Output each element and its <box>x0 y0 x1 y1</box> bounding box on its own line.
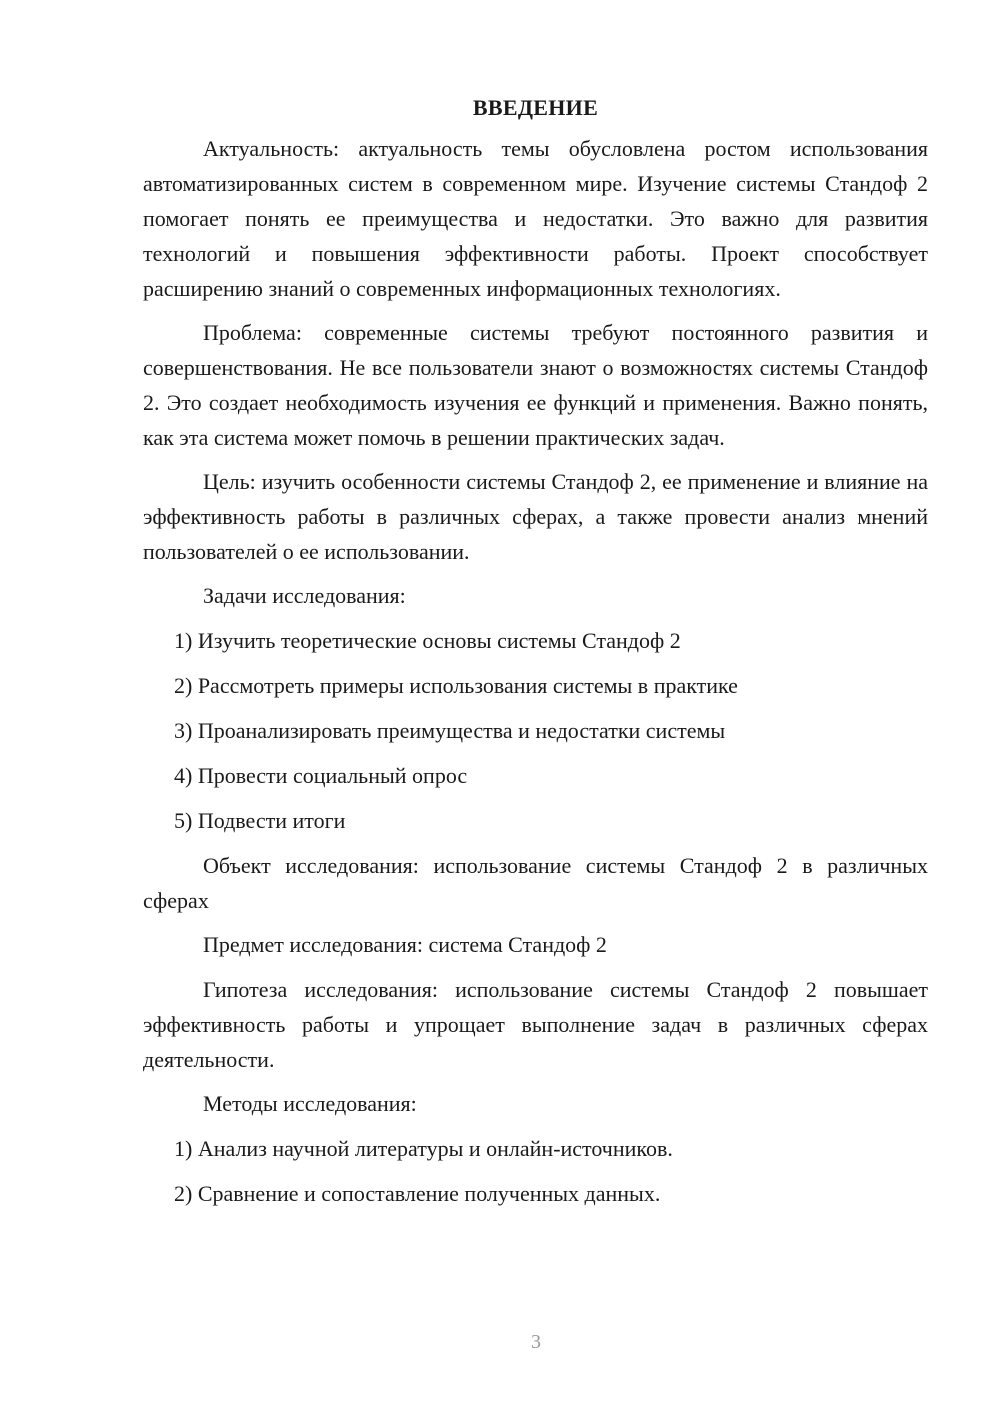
relevance-paragraph: Актуальность: актуальность темы обусловлена ростом использования автоматизированных систем в современном мире. Изучение системы Стандоф 2 помогает понять ее преимущества и недостатки. Это важно для развития технологий и повышения эффективности работы. Проект способствует расширению знаний о современных информационных технологиях. <box>143 136 928 301</box>
section-title: ВВЕДЕНИЕ <box>472 95 599 120</box>
problem-paragraph: Проблема: современные системы требуют постоянного развития и совершенствования. Не все пользователи знают о возможностях системы Стандоф 2. Это создает необходимость изучения ее функций и применения. Важно понять, как эта система может помочь в решении практических задач. <box>143 320 928 450</box>
method-item: 1) Анализ научной литературы и онлайн-источников. <box>174 1136 673 1161</box>
methods-heading: Методы исследования: <box>203 1091 417 1116</box>
task-item: 5) Подвести итоги <box>174 808 346 833</box>
document-page <box>143 90 928 1221</box>
tasks-heading: Задачи исследования: <box>203 583 406 608</box>
page-number: 3 <box>531 1331 541 1353</box>
goal-paragraph: Цель: изучить особенности системы Стандоф 2, ее применение и влияние на эффективность работы в различных сферах, а также провести анализ мнений пользователей о ее использовании. <box>143 469 928 564</box>
task-item: 2) Рассмотреть примеры использования системы в практике <box>174 673 738 698</box>
object-paragraph: Объект исследования: использование системы Стандоф 2 в различных сферах <box>143 853 928 913</box>
task-item: 4) Провести социальный опрос <box>174 763 468 788</box>
task-item: 3) Проанализировать преимущества и недостатки системы <box>174 718 726 743</box>
hypothesis-paragraph: Гипотеза исследования: использование системы Стандоф 2 повышает эффективность работы и упрощает выполнение задач в различных сферах деятельности. <box>143 977 928 1072</box>
subject-paragraph: Предмет исследования: система Стандоф 2 <box>203 932 607 957</box>
method-item: 2) Сравнение и сопоставление полученных данных. <box>174 1181 661 1206</box>
task-item: 1) Изучить теоретические основы системы Стандоф 2 <box>174 628 681 653</box>
